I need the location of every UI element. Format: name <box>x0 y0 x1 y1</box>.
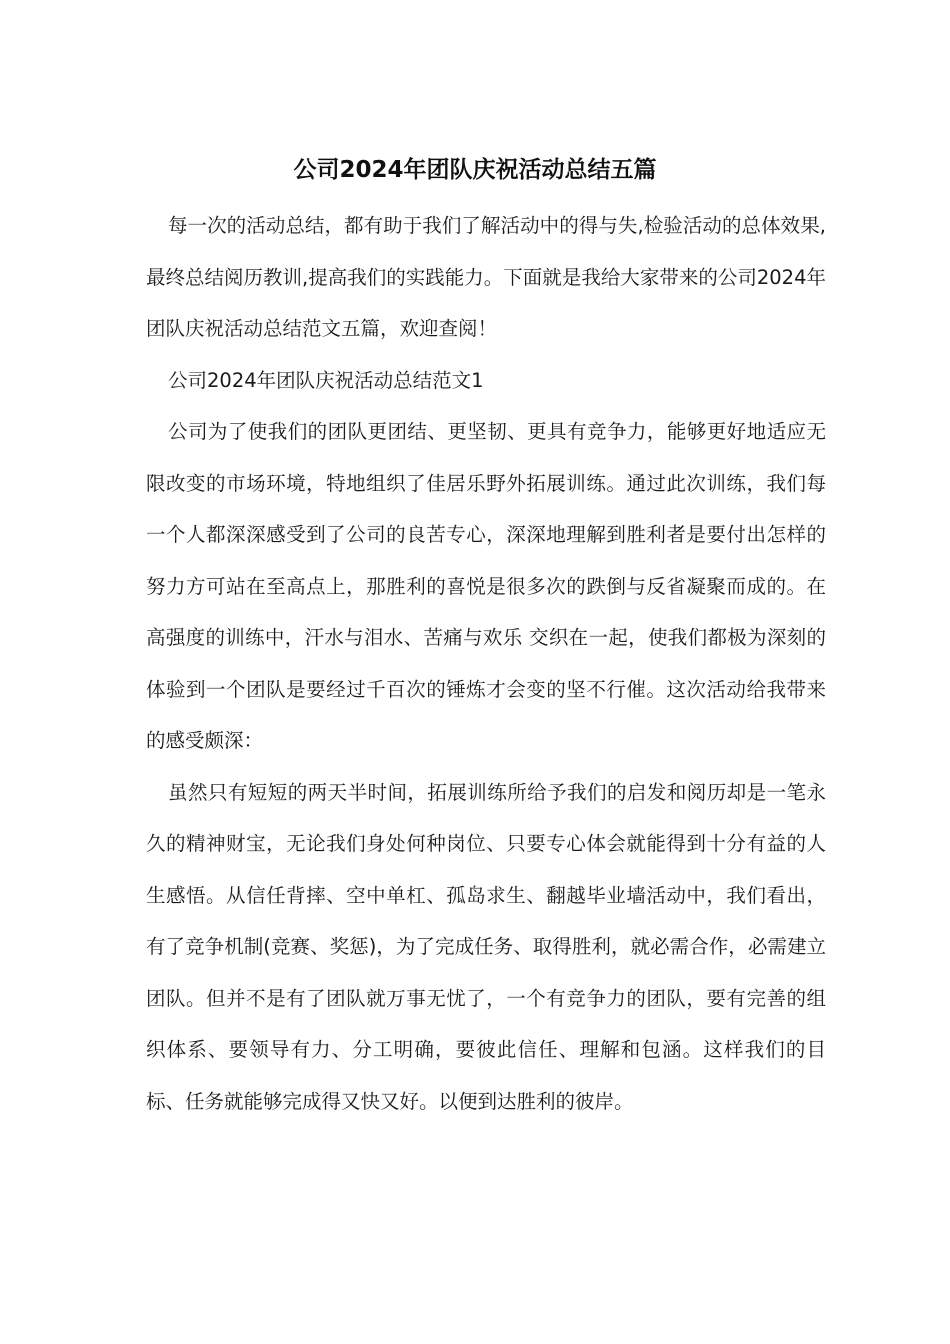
body-paragraph: 虽然只有短短的两天半时间，拓展训练所给予我们的启发和阅历却是一笔永久的精神财宝，无论我们身处何种岗位、只要专心体会就能得到十分有益的人生感悟。从信任背摔、空中单杠、孤岛求生、翻越毕业墙活动中，我们看出，有了竞争机制(竞赛、奖惩)，为了完成任务、取得胜利，就必需合作，必需建立团队。但并不是有了团队就万事无忧了，一个有竞争力的团队，要有完善的组织体系、要领导有力、分工明确，要彼此信任、理解和包涵。这样我们的目标、任务就能够完成得又快又好。以便到达胜利的彼岸。 <box>146 780 826 1113</box>
intro-paragraph: 每一次的活动总结，都有助于我们了解活动中的得与失,检验活动的总体效果,最终总结阅历教训,提高我们的实践能力。下面就是我给大家带来的公司2024年团队庆祝活动总结范文五篇，欢迎查阅！ <box>146 214 826 340</box>
document-title: 公司2024年团队庆祝活动总结五篇 <box>293 157 657 183</box>
section-heading: 公司2024年团队庆祝活动总结范文1 <box>168 368 484 392</box>
body-paragraph: 公司为了使我们的团队更团结、更坚韧、更具有竞争力，能够更好地适应无限改变的市场环境，特地组织了佳居乐野外拓展训练。通过此次训练，我们每一个人都深深感受到了公司的良苦专心，深深地理解到胜利者是要付出怎样的努力方可站在至高点上，那胜利的喜悦是很多次的跌倒与反省凝聚而成的。在高强度的训练中，汗水与泪水、苦痛与欢乐 交织在一起，使我们都极为深刻的体验到一个团队是要经过千百次的锤炼才会变的坚不行催。这次活动给我带来的感受颇深： <box>146 420 826 752</box>
document-body <box>146 200 826 1127</box>
